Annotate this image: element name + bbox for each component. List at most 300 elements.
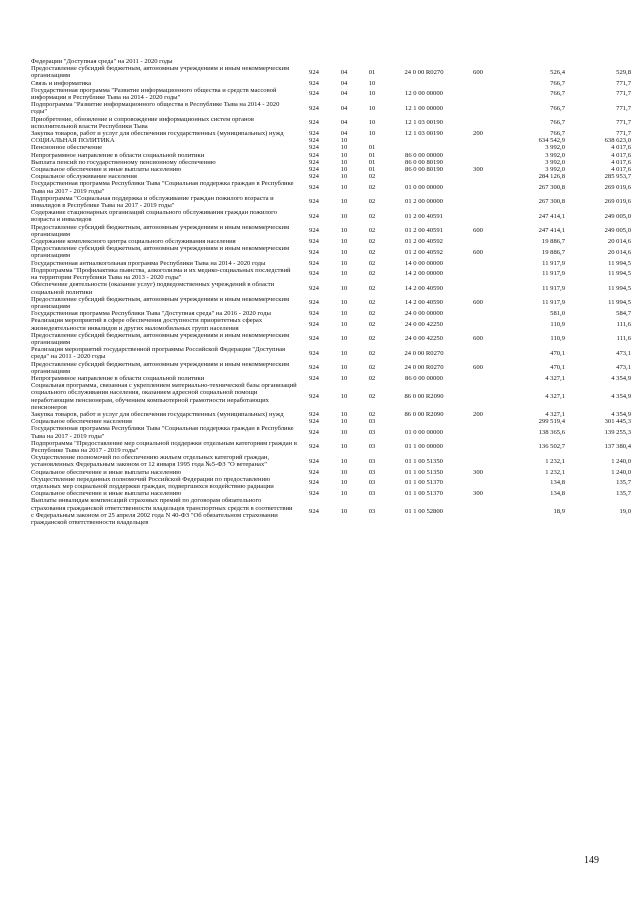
row-amount-year-1: 11 917,9 xyxy=(542,299,565,307)
row-ved-code: 924 xyxy=(309,238,319,246)
row-ved-code: 924 xyxy=(309,443,319,451)
row-section-code: 10 xyxy=(340,212,348,220)
row-target-article: 12 1 03 00190 xyxy=(405,130,443,138)
row-amount-year-2: 771,7 xyxy=(616,104,631,112)
row-expense-type: 600 xyxy=(473,227,483,235)
row-name: Предоставление субсидий бюджетным, автономным учреждениям и иным некоммерческим организациям xyxy=(31,65,290,80)
row-subsection-code: 02 xyxy=(368,173,376,181)
row-name: Содержание комплексного центра социального обслуживания населения xyxy=(31,238,236,246)
row-amount-year-2: 249 005,0 xyxy=(604,212,631,220)
row-section-code: 10 xyxy=(340,410,348,418)
row-section-code: 10 xyxy=(340,374,348,382)
row-amount-year-2: 20 014,6 xyxy=(607,248,631,256)
row-amount-year-2: 4 354,9 xyxy=(611,392,631,400)
row-name: Государственная программа Республики Тыва "Социальная поддержка граждан в Республике Тыва на 2017 - 2019 годы" xyxy=(31,425,294,440)
row-ved-code: 924 xyxy=(309,212,319,220)
row-name: Социальное обеспечение и иные выплаты населению xyxy=(31,490,182,498)
row-target-article: 24 0 00 R0270 xyxy=(404,349,444,357)
row-subsection-code: 02 xyxy=(368,335,376,343)
row-expense-type: 600 xyxy=(473,335,483,343)
row-amount-year-2: 139 255,3 xyxy=(604,428,631,436)
table-row xyxy=(30,469,632,476)
row-expense-type xyxy=(462,173,494,180)
row-subsection-code: 03 xyxy=(368,490,376,498)
row-ved-code xyxy=(298,58,330,65)
table-row xyxy=(30,267,632,281)
row-expense-type: 300 xyxy=(473,166,483,174)
row-subsection-code: 03 xyxy=(368,443,376,451)
row-section-code: 10 xyxy=(340,428,348,436)
row-amount-year-2: 11 994,5 xyxy=(608,299,631,307)
row-target-article: 24 0 00 R0270 xyxy=(404,364,444,372)
row-subsection-code: 01 xyxy=(368,166,376,174)
row-ved-code: 924 xyxy=(309,310,319,318)
table-row xyxy=(30,65,632,79)
row-target-article: 01 2 00 40592 xyxy=(405,238,443,246)
row-ved-code: 924 xyxy=(309,364,319,372)
table-row xyxy=(30,173,632,180)
table-row xyxy=(30,130,632,137)
row-amount-year-2: 771,7 xyxy=(616,79,631,87)
row-target-article: 86 0 00 00000 xyxy=(405,151,443,159)
row-name: Реализация мероприятий государственной программы Российской Федерации "Доступная среда" на 2011 - 2020 годы xyxy=(31,346,286,361)
row-subsection-code: 02 xyxy=(368,349,376,357)
row-name: Социальная программа, связанная с укреплением материально-технической базы организаций социального обслуживания населения, оказанием адресной социальной помощи неработающим пенсионерам, обучением компьютерной грамотности неработающих пенсионеров xyxy=(31,382,297,411)
row-section-code: 10 xyxy=(340,137,348,145)
row-subsection-code: 01 xyxy=(368,144,376,152)
row-amount-year-1: 3 992,0 xyxy=(545,151,565,159)
row-amount-year-1: 1 232,1 xyxy=(545,457,565,465)
row-section-code: 10 xyxy=(340,238,348,246)
row-ved-code: 924 xyxy=(309,90,319,98)
row-name: Пенсионное обеспечение xyxy=(31,144,103,152)
row-expense-type xyxy=(462,58,494,65)
row-section-code: 04 xyxy=(340,68,348,76)
row-target-article: 01 1 00 00000 xyxy=(405,443,443,451)
table-row xyxy=(30,180,632,194)
table-row xyxy=(30,411,632,418)
row-amount-year-1: 11 917,9 xyxy=(542,259,565,267)
row-subsection-code xyxy=(358,137,386,144)
row-amount-year-2: 4 354,9 xyxy=(611,410,631,418)
row-section-code: 10 xyxy=(340,284,348,292)
row-name: Реализация мероприятий в сфере обеспечения доступности приоритетных сферах жизнедеятельности инвалидов и других маломобильных групп населения xyxy=(31,317,263,332)
row-name: Закупка товаров, работ и услуг для обеспечения государственных (муниципальных) нужд xyxy=(31,410,284,418)
row-subsection-code: 02 xyxy=(368,184,376,192)
row-name: Федерации "Доступная среда" на 2011 - 2020 годы xyxy=(31,58,173,65)
row-subsection-code: 01 xyxy=(368,68,376,76)
row-amount-year-2: 20 014,6 xyxy=(607,238,631,246)
row-target-article: 86 0 00 R2090 xyxy=(404,392,444,400)
row-name: Предоставление субсидий бюджетным, автономным учреждениям и иным некоммерческим организациям xyxy=(31,223,290,238)
row-target-article: 01 0 00 00000 xyxy=(405,428,443,436)
row-ved-code: 924 xyxy=(309,479,319,487)
table-row xyxy=(30,101,632,115)
row-amount-year-2: 1 240,0 xyxy=(611,468,631,476)
row-amount-year-1: 19 886,7 xyxy=(541,248,565,256)
row-amount-year-1: 4 327,1 xyxy=(545,410,565,418)
budget-table xyxy=(30,58,632,526)
table-row xyxy=(30,281,632,295)
row-ved-code: 924 xyxy=(309,508,319,516)
row-expense-type xyxy=(462,425,494,439)
row-expense-type: 300 xyxy=(473,468,483,476)
row-section-code: 10 xyxy=(340,166,348,174)
row-target-article: 01 2 00 40591 xyxy=(405,212,443,220)
row-expense-type xyxy=(462,267,494,281)
row-target-article: 14 2 00 00000 xyxy=(405,270,443,278)
row-subsection-code: 10 xyxy=(368,79,376,87)
row-ved-code: 924 xyxy=(309,335,319,343)
row-amount-year-2: 771,7 xyxy=(616,90,631,98)
row-amount-year-1 xyxy=(494,58,566,65)
row-section-code: 10 xyxy=(340,270,348,278)
row-target-article: 12 1 00 00000 xyxy=(405,104,443,112)
table-row xyxy=(30,440,632,454)
row-amount-year-2: 269 019,6 xyxy=(604,184,631,192)
row-amount-year-1: 3 992,0 xyxy=(545,166,565,174)
row-ved-code: 924 xyxy=(309,158,319,166)
row-amount-year-2: 473,1 xyxy=(616,364,631,372)
row-amount-year-2: 4 017,6 xyxy=(611,144,631,152)
row-subsection-code: 10 xyxy=(368,119,376,127)
row-amount-year-1: 3 992,0 xyxy=(545,158,565,166)
row-subsection-code: 02 xyxy=(368,259,376,267)
row-section-code: 10 xyxy=(340,310,348,318)
row-amount-year-1: 766,7 xyxy=(550,119,565,127)
row-amount-year-2: 638 623,0 xyxy=(604,137,631,145)
table-row xyxy=(30,317,632,331)
row-subsection-code: 02 xyxy=(368,198,376,206)
row-amount-year-1: 766,7 xyxy=(550,79,565,87)
row-expense-type xyxy=(462,418,494,425)
row-amount-year-1: 3 992,0 xyxy=(545,144,565,152)
row-expense-type xyxy=(462,346,494,360)
row-name: Социальное обеспечение и иные выплаты населению xyxy=(31,166,182,174)
row-target-article: 01 1 00 52800 xyxy=(405,508,443,516)
row-amount-year-2: 529,8 xyxy=(616,68,631,76)
row-ved-code: 924 xyxy=(309,349,319,357)
row-subsection-code: 02 xyxy=(368,284,376,292)
row-amount-year-1: 634 542,9 xyxy=(538,137,565,145)
row-expense-type xyxy=(462,497,494,526)
row-amount-year-1: 4 327,1 xyxy=(545,374,565,382)
row-amount-year-1: 134,8 xyxy=(550,490,565,498)
row-expense-type xyxy=(462,195,494,209)
row-section-code: 10 xyxy=(340,184,348,192)
row-target-article: 86 0 00 00000 xyxy=(405,374,443,382)
row-subsection-code: 02 xyxy=(368,410,376,418)
row-amount-year-1: 581,0 xyxy=(550,310,565,318)
row-section-code: 10 xyxy=(340,151,348,159)
row-name: Государственная программа "Развитие информационного общества и средств массовой информации в Республике Тыва на 2014 - 2020 годы" xyxy=(31,86,277,102)
row-target-article: 86 0 00 80190 xyxy=(405,166,443,174)
row-subsection-code: 03 xyxy=(368,457,376,465)
row-expense-type xyxy=(462,159,494,166)
row-expense-type xyxy=(462,260,494,267)
row-expense-type xyxy=(462,152,494,159)
row-section-code: 04 xyxy=(340,79,348,87)
row-name: Государственная антиалкогольная программа Республики Тыва на 2014 - 2020 годы xyxy=(31,259,266,267)
row-target-article: 01 2 00 40591 xyxy=(405,227,443,235)
row-subsection-code: 02 xyxy=(368,227,376,235)
row-amount-year-2 xyxy=(566,58,632,65)
table-row xyxy=(30,116,632,130)
row-section-code: 10 xyxy=(340,299,348,307)
row-expense-type: 200 xyxy=(473,130,483,138)
row-ved-code: 924 xyxy=(309,392,319,400)
row-expense-type xyxy=(462,116,494,130)
row-target-article xyxy=(386,58,462,65)
row-target-article: 01 1 00 51370 xyxy=(405,490,443,498)
row-amount-year-2: 4 017,6 xyxy=(611,158,631,166)
row-amount-year-2: 4 017,6 xyxy=(611,151,631,159)
row-section-code: 10 xyxy=(340,158,348,166)
row-subsection-code: 02 xyxy=(368,270,376,278)
row-ved-code: 924 xyxy=(309,166,319,174)
row-ved-code: 924 xyxy=(309,270,319,278)
row-target-article: 24 0 00 00000 xyxy=(405,310,443,318)
row-ved-code: 924 xyxy=(309,198,319,206)
row-name: Подпрограмма "Социальная поддержка и обслуживание граждан пожилого возраста и инвалидов в Республике Тыва на 2017 - 2019 годы" xyxy=(31,194,274,210)
row-subsection-code: 10 xyxy=(368,90,376,98)
row-subsection-code xyxy=(358,58,386,65)
row-section-code: 10 xyxy=(340,479,348,487)
row-subsection-code: 01 xyxy=(368,158,376,166)
table-row xyxy=(30,144,632,151)
row-subsection-code: 03 xyxy=(368,508,376,516)
row-amount-year-1: 110,9 xyxy=(550,335,565,343)
table-row xyxy=(30,476,632,490)
row-target-article: 14 0 00 00000 xyxy=(405,259,443,267)
row-ved-code: 924 xyxy=(309,151,319,159)
row-name: Подпрограмма "Развитие информационного общества в Республике Тыва на 2014 - 2020 годы" xyxy=(31,101,280,116)
row-amount-year-1: 138 365,6 xyxy=(538,428,565,436)
row-ved-code: 924 xyxy=(309,173,319,181)
row-subsection-code: 02 xyxy=(368,248,376,256)
row-ved-code: 924 xyxy=(309,418,319,426)
row-ved-code: 924 xyxy=(309,410,319,418)
row-ved-code: 924 xyxy=(309,227,319,235)
table-row xyxy=(30,361,632,375)
row-target-article xyxy=(386,137,462,144)
row-target-article: 24 0 00 R0270 xyxy=(404,68,444,76)
row-name: Непрограммное направление в области социальной политики xyxy=(31,151,205,159)
row-name: Государственная программа Республики Тыва "Доступная среда" на 2016 - 2020 годы xyxy=(31,310,271,318)
row-amount-year-2: 771,7 xyxy=(616,119,631,127)
row-amount-year-2: 11 994,5 xyxy=(608,284,631,292)
row-ved-code: 924 xyxy=(309,68,319,76)
row-expense-type: 200 xyxy=(473,410,483,418)
row-section-code: 10 xyxy=(340,248,348,256)
table-row xyxy=(30,195,632,209)
table-row xyxy=(30,152,632,159)
row-name: Связь и информатика xyxy=(31,79,92,87)
row-subsection-code: 03 xyxy=(368,479,376,487)
table-row xyxy=(30,497,632,526)
row-ved-code: 924 xyxy=(309,184,319,192)
row-amount-year-2: 1 240,0 xyxy=(611,457,631,465)
table-row xyxy=(30,382,632,411)
table-row xyxy=(30,346,632,360)
row-target-article xyxy=(386,173,462,180)
row-section-code: 10 xyxy=(340,335,348,343)
row-target-article: 24 0 00 42250 xyxy=(405,320,443,328)
row-expense-type xyxy=(462,382,494,411)
table-row xyxy=(30,375,632,382)
row-target-article: 01 0 00 00000 xyxy=(405,184,443,192)
row-name: Обеспечение деятельности (оказание услуг) подведомственных учреждений в области социальной политики xyxy=(31,281,275,296)
row-amount-year-2: 473,1 xyxy=(616,349,631,357)
row-name: Приобретение, обновление и сопровождение информационных систем органов исполнительной власти Республики Тыва xyxy=(31,115,254,130)
table-row xyxy=(30,310,632,317)
table-row xyxy=(30,490,632,497)
row-expense-type xyxy=(462,375,494,382)
table-row xyxy=(30,159,632,166)
row-section-code: 10 xyxy=(340,320,348,328)
row-amount-year-1: 247 414,1 xyxy=(538,212,565,220)
row-ved-code: 924 xyxy=(309,137,319,145)
row-name: Непрограммное направление в области социальной политики xyxy=(31,374,205,382)
row-ved-code: 924 xyxy=(309,79,319,87)
row-subsection-code: 01 xyxy=(368,151,376,159)
row-amount-year-1: 247 414,1 xyxy=(538,227,565,235)
row-expense-type xyxy=(462,80,494,87)
row-ved-code: 924 xyxy=(309,468,319,476)
row-amount-year-1: 110,9 xyxy=(550,320,565,328)
row-ved-code: 924 xyxy=(309,299,319,307)
row-section-code: 10 xyxy=(340,173,348,181)
row-section-code: 10 xyxy=(340,198,348,206)
row-subsection-code: 02 xyxy=(368,212,376,220)
row-target-article: 86 0 00 R2090 xyxy=(404,410,444,418)
row-section-code: 10 xyxy=(340,392,348,400)
row-name: Выплата пенсий по государственному пенсионному обеспечению xyxy=(31,158,216,166)
row-amount-year-2: 111,6 xyxy=(616,335,631,343)
row-section-code: 10 xyxy=(340,227,348,235)
row-name: Подпрограмма "Предоставление мер социальной поддержки отдельным категориям граждан в Республике Тыва на 2017 - 2019 годы" xyxy=(31,439,297,454)
row-name: Содержание стационарных организаций социального обслуживания граждан пожилого возраста и инвалидов xyxy=(31,209,277,224)
row-section-code: 10 xyxy=(340,468,348,476)
row-section-code xyxy=(330,58,358,65)
row-amount-year-2: 771,7 xyxy=(616,130,631,138)
row-expense-type xyxy=(462,454,494,468)
row-amount-year-2: 249 005,0 xyxy=(604,227,631,235)
row-ved-code: 924 xyxy=(309,104,319,112)
row-amount-year-1: 766,7 xyxy=(550,130,565,138)
row-expense-type xyxy=(462,310,494,317)
row-target-article xyxy=(386,418,462,425)
row-subsection-code: 02 xyxy=(368,310,376,318)
row-amount-year-2: 137 380,4 xyxy=(604,443,631,451)
row-amount-year-2: 135,7 xyxy=(616,479,631,487)
row-amount-year-1: 766,7 xyxy=(550,90,565,98)
table-row xyxy=(30,80,632,87)
row-amount-year-1: 11 917,9 xyxy=(542,284,565,292)
row-name: СОЦИАЛЬНАЯ ПОЛИТИКА xyxy=(31,137,115,145)
row-section-code: 10 xyxy=(340,349,348,357)
row-target-article: 01 1 00 51370 xyxy=(405,479,443,487)
table-row xyxy=(30,166,632,173)
row-expense-type xyxy=(462,238,494,245)
row-expense-type: 600 xyxy=(473,248,483,256)
row-amount-year-2: 584,7 xyxy=(616,310,631,318)
row-target-article: 01 2 00 40592 xyxy=(405,248,443,256)
row-subsection-code: 03 xyxy=(368,418,376,426)
table-row xyxy=(30,418,632,425)
row-section-code: 04 xyxy=(340,119,348,127)
row-amount-year-2: 301 445,3 xyxy=(604,418,631,426)
row-ved-code: 924 xyxy=(309,374,319,382)
row-subsection-code: 02 xyxy=(368,392,376,400)
row-target-article: 86 0 00 80190 xyxy=(405,158,443,166)
row-name: Осуществление полномочий по обеспечению жильем отдельных категорий граждан, установленных Федеральным законом от 12 января 1995 года №5-ФЗ "О ветеранах" xyxy=(31,454,270,469)
row-expense-type: 300 xyxy=(473,490,483,498)
row-name: Закупка товаров, работ и услуг для обеспечения государственных (муниципальных) нужд xyxy=(31,130,284,138)
row-target-article: 01 2 00 00000 xyxy=(405,198,443,206)
row-expense-type xyxy=(462,87,494,101)
row-expense-type xyxy=(462,144,494,151)
table-row xyxy=(30,245,632,259)
row-section-code: 10 xyxy=(340,418,348,426)
row-target-article xyxy=(386,80,462,87)
row-section-code: 10 xyxy=(340,490,348,498)
row-amount-year-2: 269 019,6 xyxy=(604,198,631,206)
row-section-code: 10 xyxy=(340,443,348,451)
row-name: Осуществление переданных полномочий Российской Федерации по предоставлению отдельных мер социальной поддержки граждан, подвергшихся воздействию радиации xyxy=(31,475,274,490)
row-amount-year-1: 267 300,8 xyxy=(538,184,565,192)
row-amount-year-2: 4 017,6 xyxy=(611,166,631,174)
row-name: Социальное обеспечение и иные выплаты населению xyxy=(31,468,182,476)
row-amount-year-1: 470,1 xyxy=(550,349,565,357)
row-name: Выплаты инвалидам компенсаций страховых премий по договорам обязательного страхования гражданской ответственности владельцев транспортных средств в соответствии с Федеральным законом от 25 апреля 2002 года N 40-ФЗ "Об обязательном страховании гражданской ответственности владельцев xyxy=(31,497,293,526)
row-amount-year-1: 470,1 xyxy=(550,364,565,372)
table-row xyxy=(30,137,632,144)
row-ved-code: 924 xyxy=(309,144,319,152)
row-name: Предоставление субсидий бюджетным, автономным учреждениям и иным некоммерческим организациям xyxy=(31,360,290,375)
row-section-code: 10 xyxy=(340,508,348,516)
row-section-code: 10 xyxy=(340,457,348,465)
row-amount-year-1: 18,9 xyxy=(553,508,565,516)
row-name: Предоставление субсидий бюджетным, автономным учреждениям и иным некоммерческим организациям xyxy=(31,295,290,310)
row-name: Социальное обеспечение населения xyxy=(31,418,132,426)
row-subsection-code: 02 xyxy=(368,320,376,328)
row-ved-code: 924 xyxy=(309,320,319,328)
table-row xyxy=(30,454,632,468)
row-amount-year-1: 526,4 xyxy=(550,68,565,76)
row-expense-type xyxy=(462,101,494,115)
row-amount-year-1: 19 886,7 xyxy=(541,238,565,246)
row-amount-year-2: 285 953,7 xyxy=(604,173,631,181)
budget-document xyxy=(30,58,631,526)
row-target-article: 14 2 00 40590 xyxy=(405,284,443,292)
row-amount-year-2: 11 994,5 xyxy=(608,270,631,278)
row-amount-year-1: 284 126,8 xyxy=(538,173,565,181)
row-amount-year-1: 766,7 xyxy=(550,104,565,112)
row-ved-code: 924 xyxy=(309,284,319,292)
row-section-code: 10 xyxy=(340,144,348,152)
row-subsection-code: 02 xyxy=(368,364,376,372)
row-target-article: 01 1 00 51350 xyxy=(405,468,443,476)
row-subsection-code: 03 xyxy=(368,428,376,436)
row-section-code: 04 xyxy=(340,104,348,112)
row-section-code: 04 xyxy=(340,130,348,138)
row-name: Социальное обслуживание населения xyxy=(31,173,137,181)
table-row xyxy=(30,87,632,101)
budget-table-body xyxy=(30,58,632,526)
row-expense-type xyxy=(462,476,494,490)
table-row xyxy=(30,260,632,267)
